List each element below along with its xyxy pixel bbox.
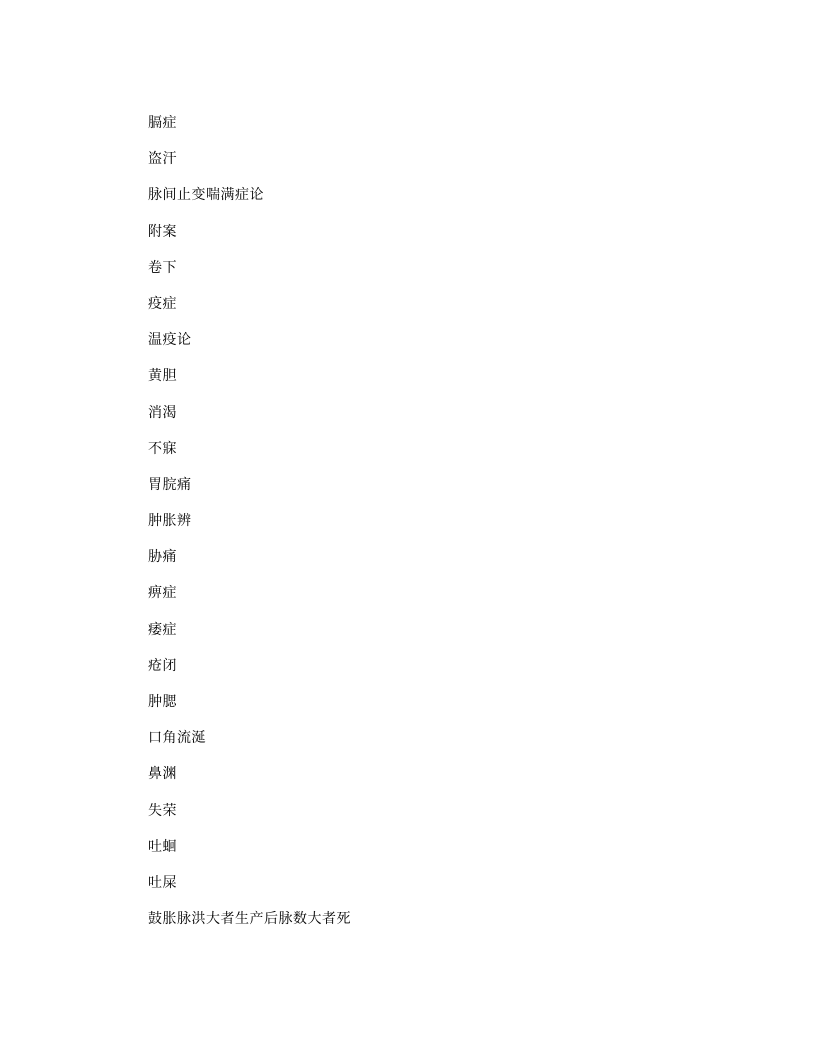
list-item: 疮闭 [148,657,177,674]
list-item: 膈症 [148,115,177,131]
list-item: 肿胀辨 [148,513,192,530]
list-item: 鼓胀脉洪大者生产后脉数大者死 [148,911,351,928]
list-item: 鼻渊 [148,766,177,783]
list-item: 盗汗 [148,151,177,168]
list-item: 不寐 [148,440,177,457]
list-item: 痹症 [148,585,177,602]
list-item: 胃脘痛 [148,476,192,493]
list-item: 吐蛔 [148,838,177,855]
list-item: 附案 [148,223,177,240]
list-item: 卷下 [148,259,177,276]
list-item: 痿症 [148,621,177,638]
list-item: 消渴 [148,404,177,421]
list-item: 脉间止变喘满症论 [148,187,264,204]
list-item: 胁痛 [148,549,177,566]
list-item: 疫症 [148,295,177,312]
list-item: 温疫论 [148,332,192,349]
table-of-contents [148,114,351,946]
list-item: 失荣 [148,802,177,819]
list-item: 肿腮 [148,694,177,710]
list-item: 吐屎 [148,874,177,891]
list-item: 口角流涎 [148,730,206,747]
list-item: 黄胆 [148,368,177,385]
